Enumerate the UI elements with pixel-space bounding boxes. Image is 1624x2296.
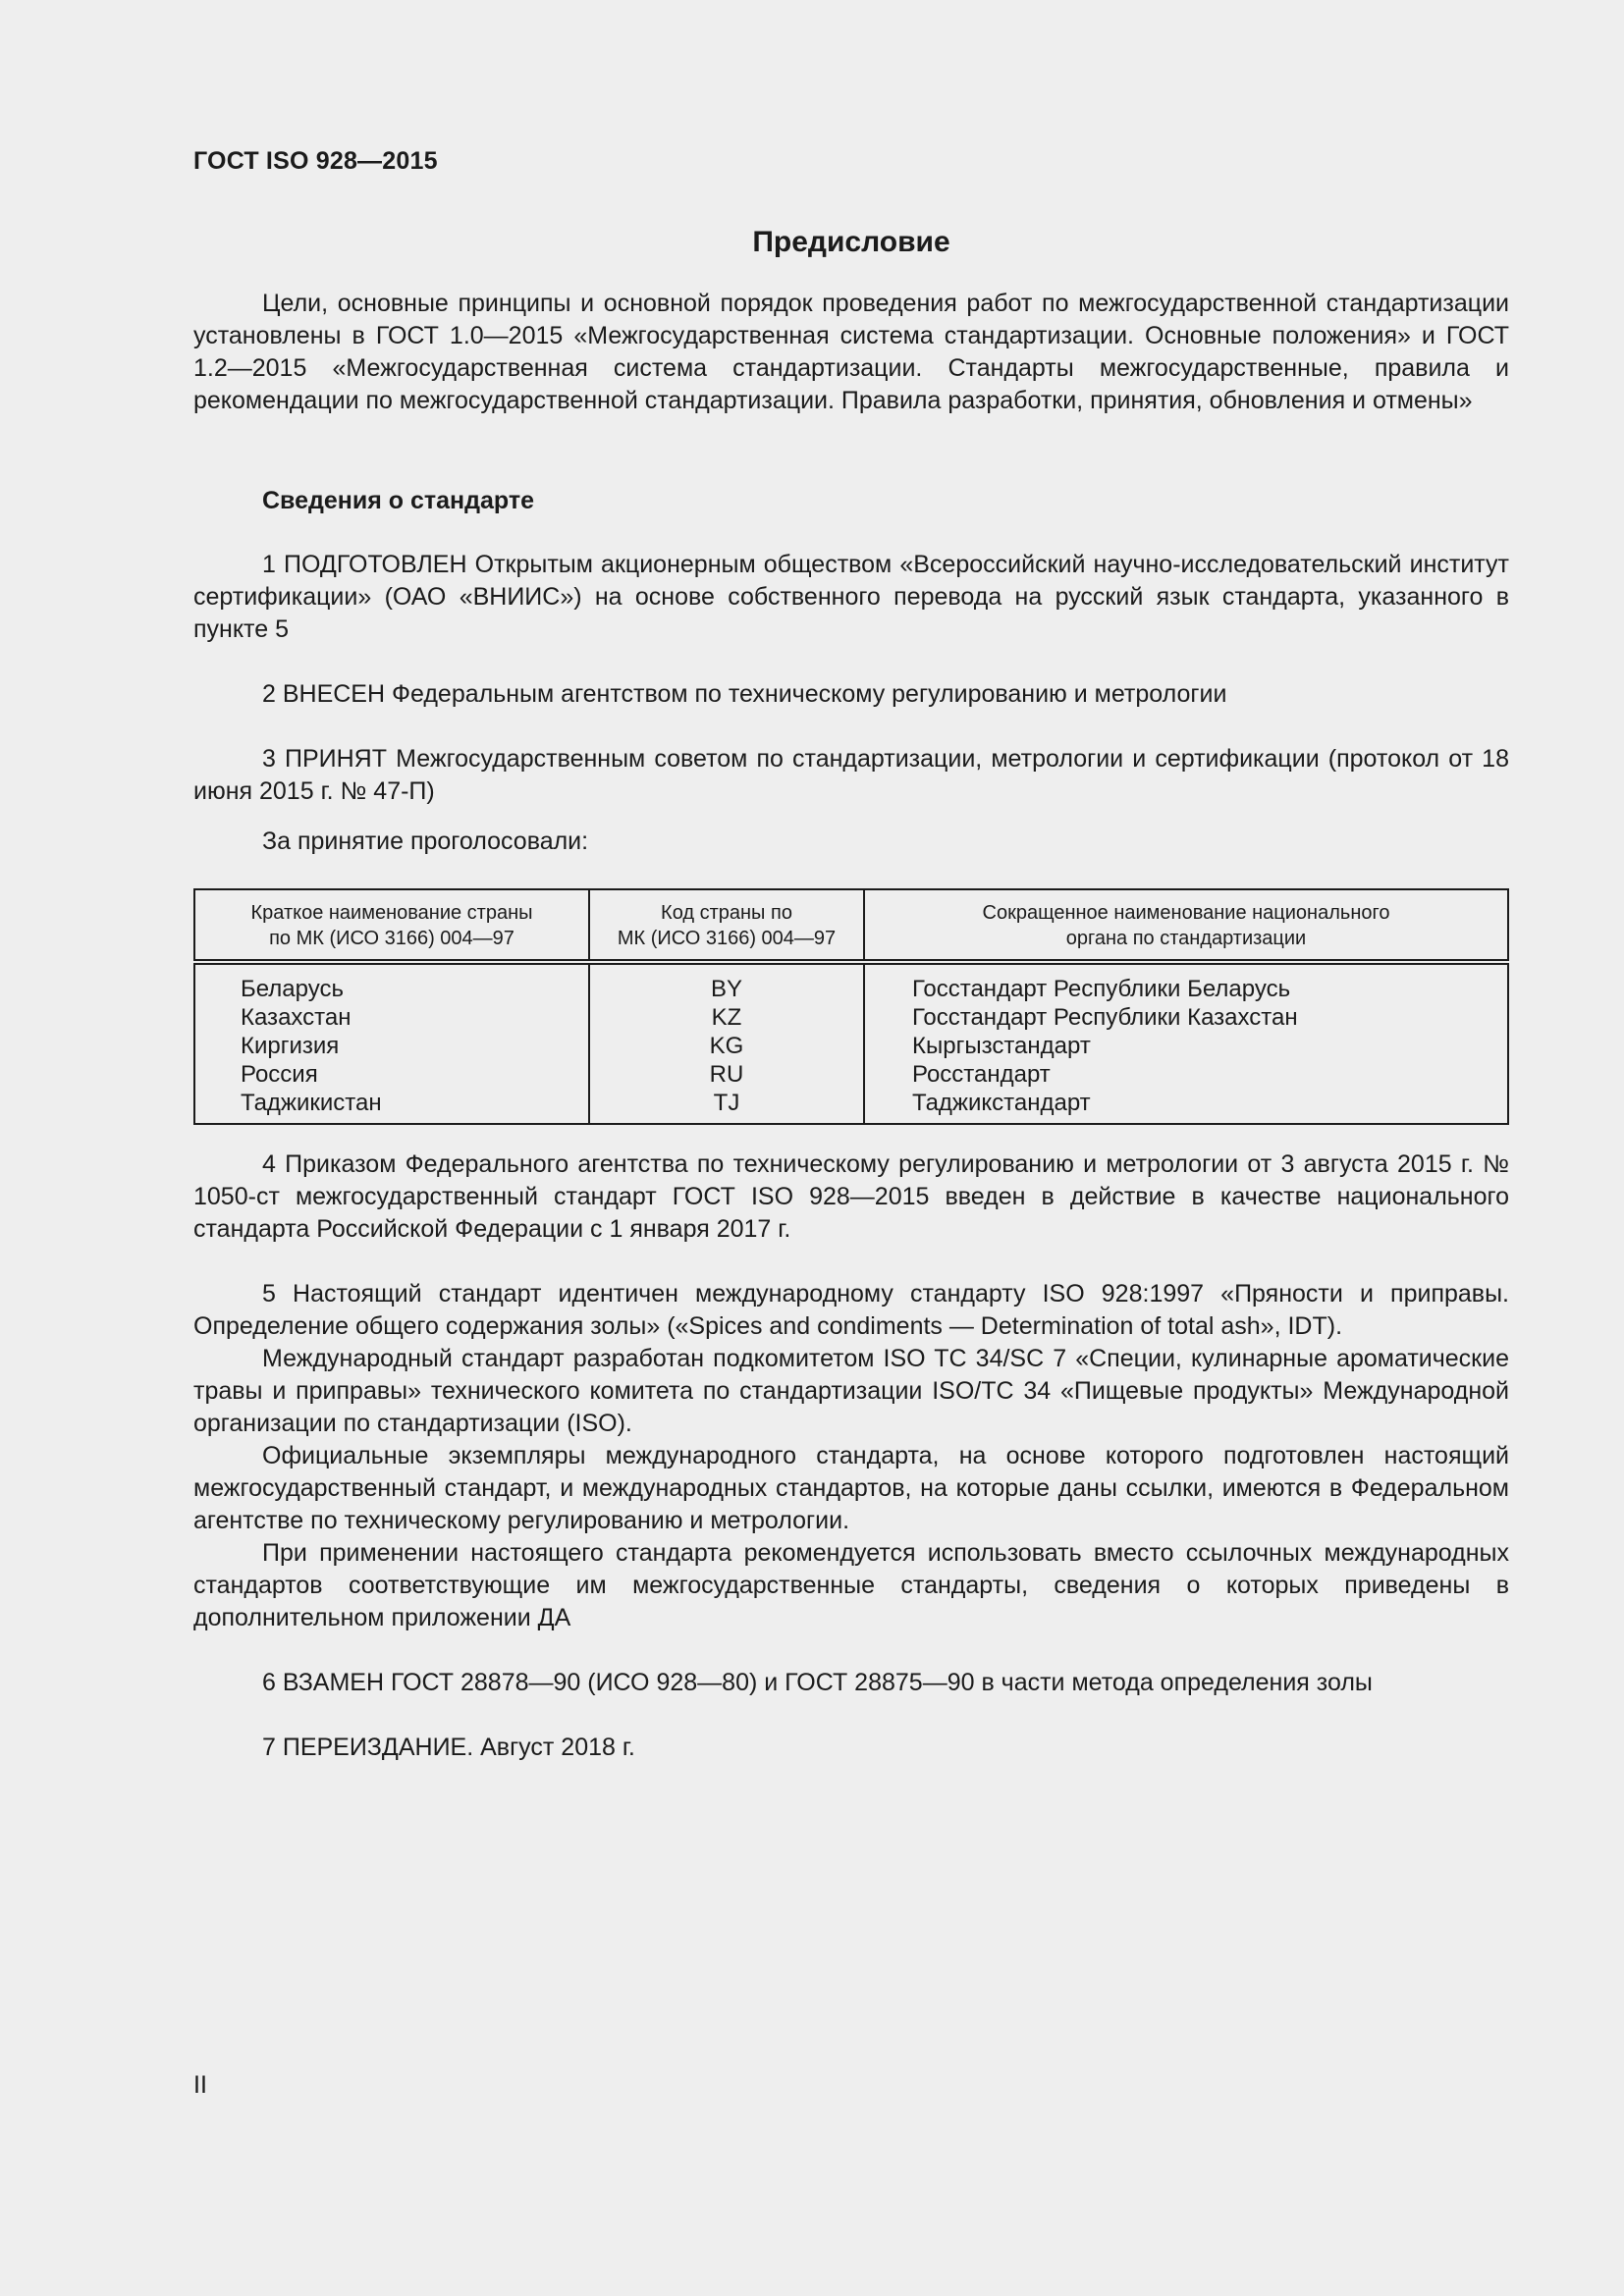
body-cell — [864, 962, 1508, 1124]
item-5-paragraph-2: Международный стандарт разработан подкомитетом ISO TC 34/SC 7 «Специи, кулинарные ароматические травы и приправы» технического комитета по стандартизации ISO/TC 34 «Пищевые продукты» Международной организации по стандартизации (ISO). — [193, 1345, 1509, 1437]
country-name: Казахстан — [241, 1004, 352, 1031]
item-6: 6 ВЗАМЕН ГОСТ 28878—90 (ИСО 928—80) и ГОСТ 28875—90 в части метода определения золы — [262, 1669, 1373, 1696]
intro-block — [193, 288, 1509, 417]
page-title: Предисловие — [752, 226, 950, 258]
item-5-paragraph-1: 5 Настоящий стандарт идентичен международному стандарту ISO 928:1997 «Пряности и приправы. Определение общего содержания золы» («Spices and condiments — Determination of total ash», IDT). — [193, 1280, 1509, 1340]
item-2: 2 ВНЕСЕН Федеральным агентством по техническому регулированию и метрологии — [262, 680, 1227, 708]
standards-body: Таджикстандарт — [912, 1090, 1091, 1116]
country-code: KG — [709, 1033, 744, 1059]
table-header-row — [194, 889, 1508, 962]
column-header-code: Код страны по МК (ИСО 3166) 004—97 — [589, 889, 864, 962]
country-code: RU — [709, 1061, 744, 1088]
document-code: ГОСТ ISO 928—2015 — [193, 147, 438, 175]
document-page — [193, 0, 1509, 2296]
code-cell — [589, 962, 864, 1124]
item-5-paragraph-4: При применении настоящего стандарта рекомендуется использовать вместо ссылочных международных стандартов соответствующие им межгосударственные стандарты, сведения о которых приведены в дополнительном приложении ДА — [193, 1539, 1509, 1631]
standards-body: Росстандарт — [912, 1061, 1051, 1088]
column-header-country: Краткое наименование страны по МК (ИСО 3166) 004—97 — [194, 889, 589, 962]
country-code: KZ — [711, 1004, 742, 1031]
standards-body: Кыргызстандарт — [912, 1033, 1091, 1059]
country-name: Россия — [241, 1061, 318, 1088]
item-5-paragraph-3: Официальные экземпляры международного стандарта, на основе которого подготовлен настоящий межгосударственный стандарт, и международных стандартов, на которые даны ссылки, имеются в Федеральном агентстве по техническому регулированию и метрологии. — [193, 1442, 1509, 1534]
intro-paragraph: Цели, основные принципы и основной порядок проведения работ по межгосударственной стандартизации установлены в ГОСТ 1.0—2015 «Межгосударственная система стандартизации. Основные положения» и ГОСТ 1.2—2015 «Межгосударственная система стандартизации. Стандарты межгосударственные, правила и рекомендации по межгосударственной стандартизации. Правила разработки, принятия, обновления и отмены» — [193, 290, 1509, 414]
item-7: 7 ПЕРЕИЗДАНИЕ. Август 2018 г. — [262, 1734, 635, 1761]
item-1: 1 ПОДГОТОВЛЕН Открытым акционерным обществом «Всероссийский научно-исследовательский институт сертификации» (ОАО «ВНИИС») на основе собственного перевода на русский язык стандарта, указанного в пункте 5 — [193, 551, 1509, 643]
country-name: Беларусь — [241, 976, 344, 1002]
items-block-bottom — [193, 1148, 1509, 1764]
column-header-body: Сокращенное наименование национального органа по стандартизации — [864, 889, 1508, 962]
table-row — [194, 962, 1508, 1124]
items-block-top — [193, 549, 1509, 858]
item-4: 4 Приказом Федерального агентства по техническому регулированию и метрологии от 3 августа 2015 г. № 1050-ст межгосударственный стандарт ГОСТ ISO 928—2015 введен в действие в качестве национального стандарта Российской Федерации с 1 января 2017 г. — [193, 1150, 1509, 1243]
section-heading: Сведения о стандарте — [262, 487, 535, 514]
standards-body: Госстандарт Республики Казахстан — [912, 1004, 1298, 1031]
voting-table — [193, 888, 1509, 1125]
country-name: Киргизия — [241, 1033, 340, 1059]
country-cell — [194, 962, 589, 1124]
item-3: 3 ПРИНЯТ Межгосударственным советом по стандартизации, метрологии и сертификации (протокол от 18 июня 2015 г. № 47-П) — [193, 745, 1509, 805]
voted-label: За принятие проголосовали: — [262, 828, 589, 855]
standards-body: Госстандарт Республики Беларусь — [912, 976, 1291, 1002]
country-code: TJ — [713, 1090, 740, 1116]
country-code: BY — [710, 976, 742, 1002]
country-name: Таджикистан — [241, 1090, 382, 1116]
page-number: II — [193, 2071, 207, 2099]
